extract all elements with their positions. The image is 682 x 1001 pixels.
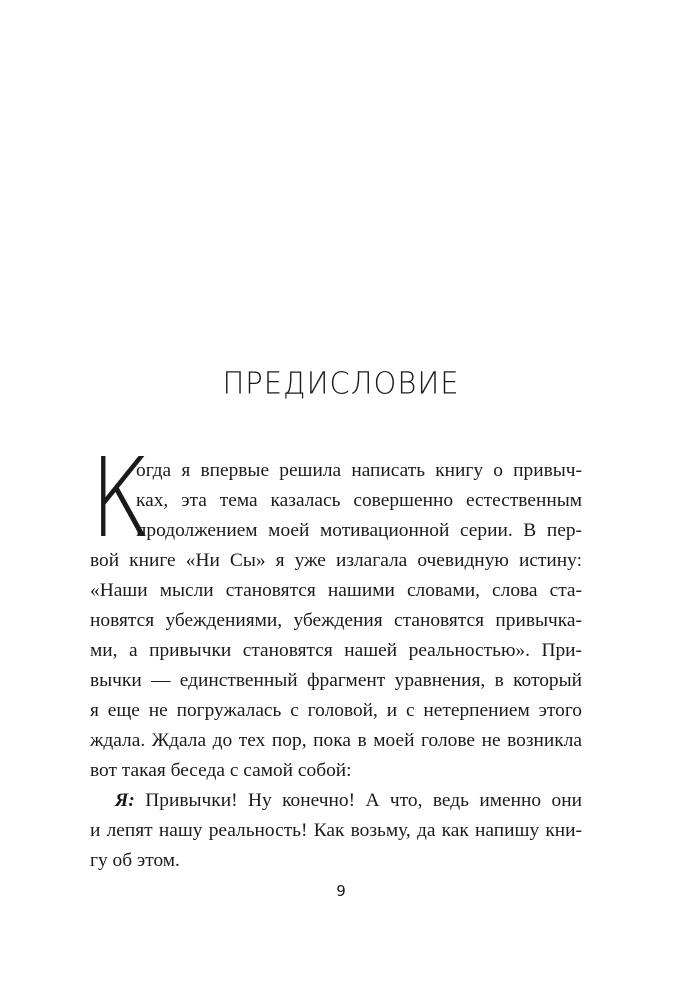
text-line: вычки — единственный фрагмент уравнения, в который [90,670,582,691]
dialogue-line [90,786,582,816]
page-number: 9 [336,882,346,900]
text-line: ках, эта тема казалась совершенно естественным [136,490,582,511]
text-line: гу об этом. [90,850,180,871]
text-line: продолжением моей мотивационной серии. В пер- [136,520,582,541]
paragraph-1 [90,456,582,786]
drop-cap-text: К [90,434,151,563]
drop-cap-wrapped-lines [90,456,582,546]
text-line: ждала. Ждала до тех пор, пока в моей голове не возникла [90,730,582,751]
text-line: я еще не погружалась с головой, и с нетерпением этого [90,700,582,721]
chapter-title: ПРЕДИСЛОВИЕ [222,365,460,401]
text-line: вой книге «Ни Сы» я уже излагала очевидную истину: [90,550,582,571]
text-line: новятся убеждениями, убеждения становятся привычка- [90,610,582,631]
text-line: вот такая беседа с самой собой: [90,760,352,781]
text-line: ми, а привычки становятся нашей реальностью». При- [90,640,582,661]
paragraph-2 [90,786,582,876]
dialogue-text: Привычки! Ну конечно! А что, ведь именно они [134,790,582,811]
text-line: «Наши мысли становятся нашими словами, слова ста- [90,580,582,601]
speaker-label: Я: [115,790,135,811]
text-line: и лепят нашу реальность! Как возьму, да как напишу кни- [90,820,582,841]
text-line: огда я впервые решила написать книгу о привыч- [136,460,582,481]
